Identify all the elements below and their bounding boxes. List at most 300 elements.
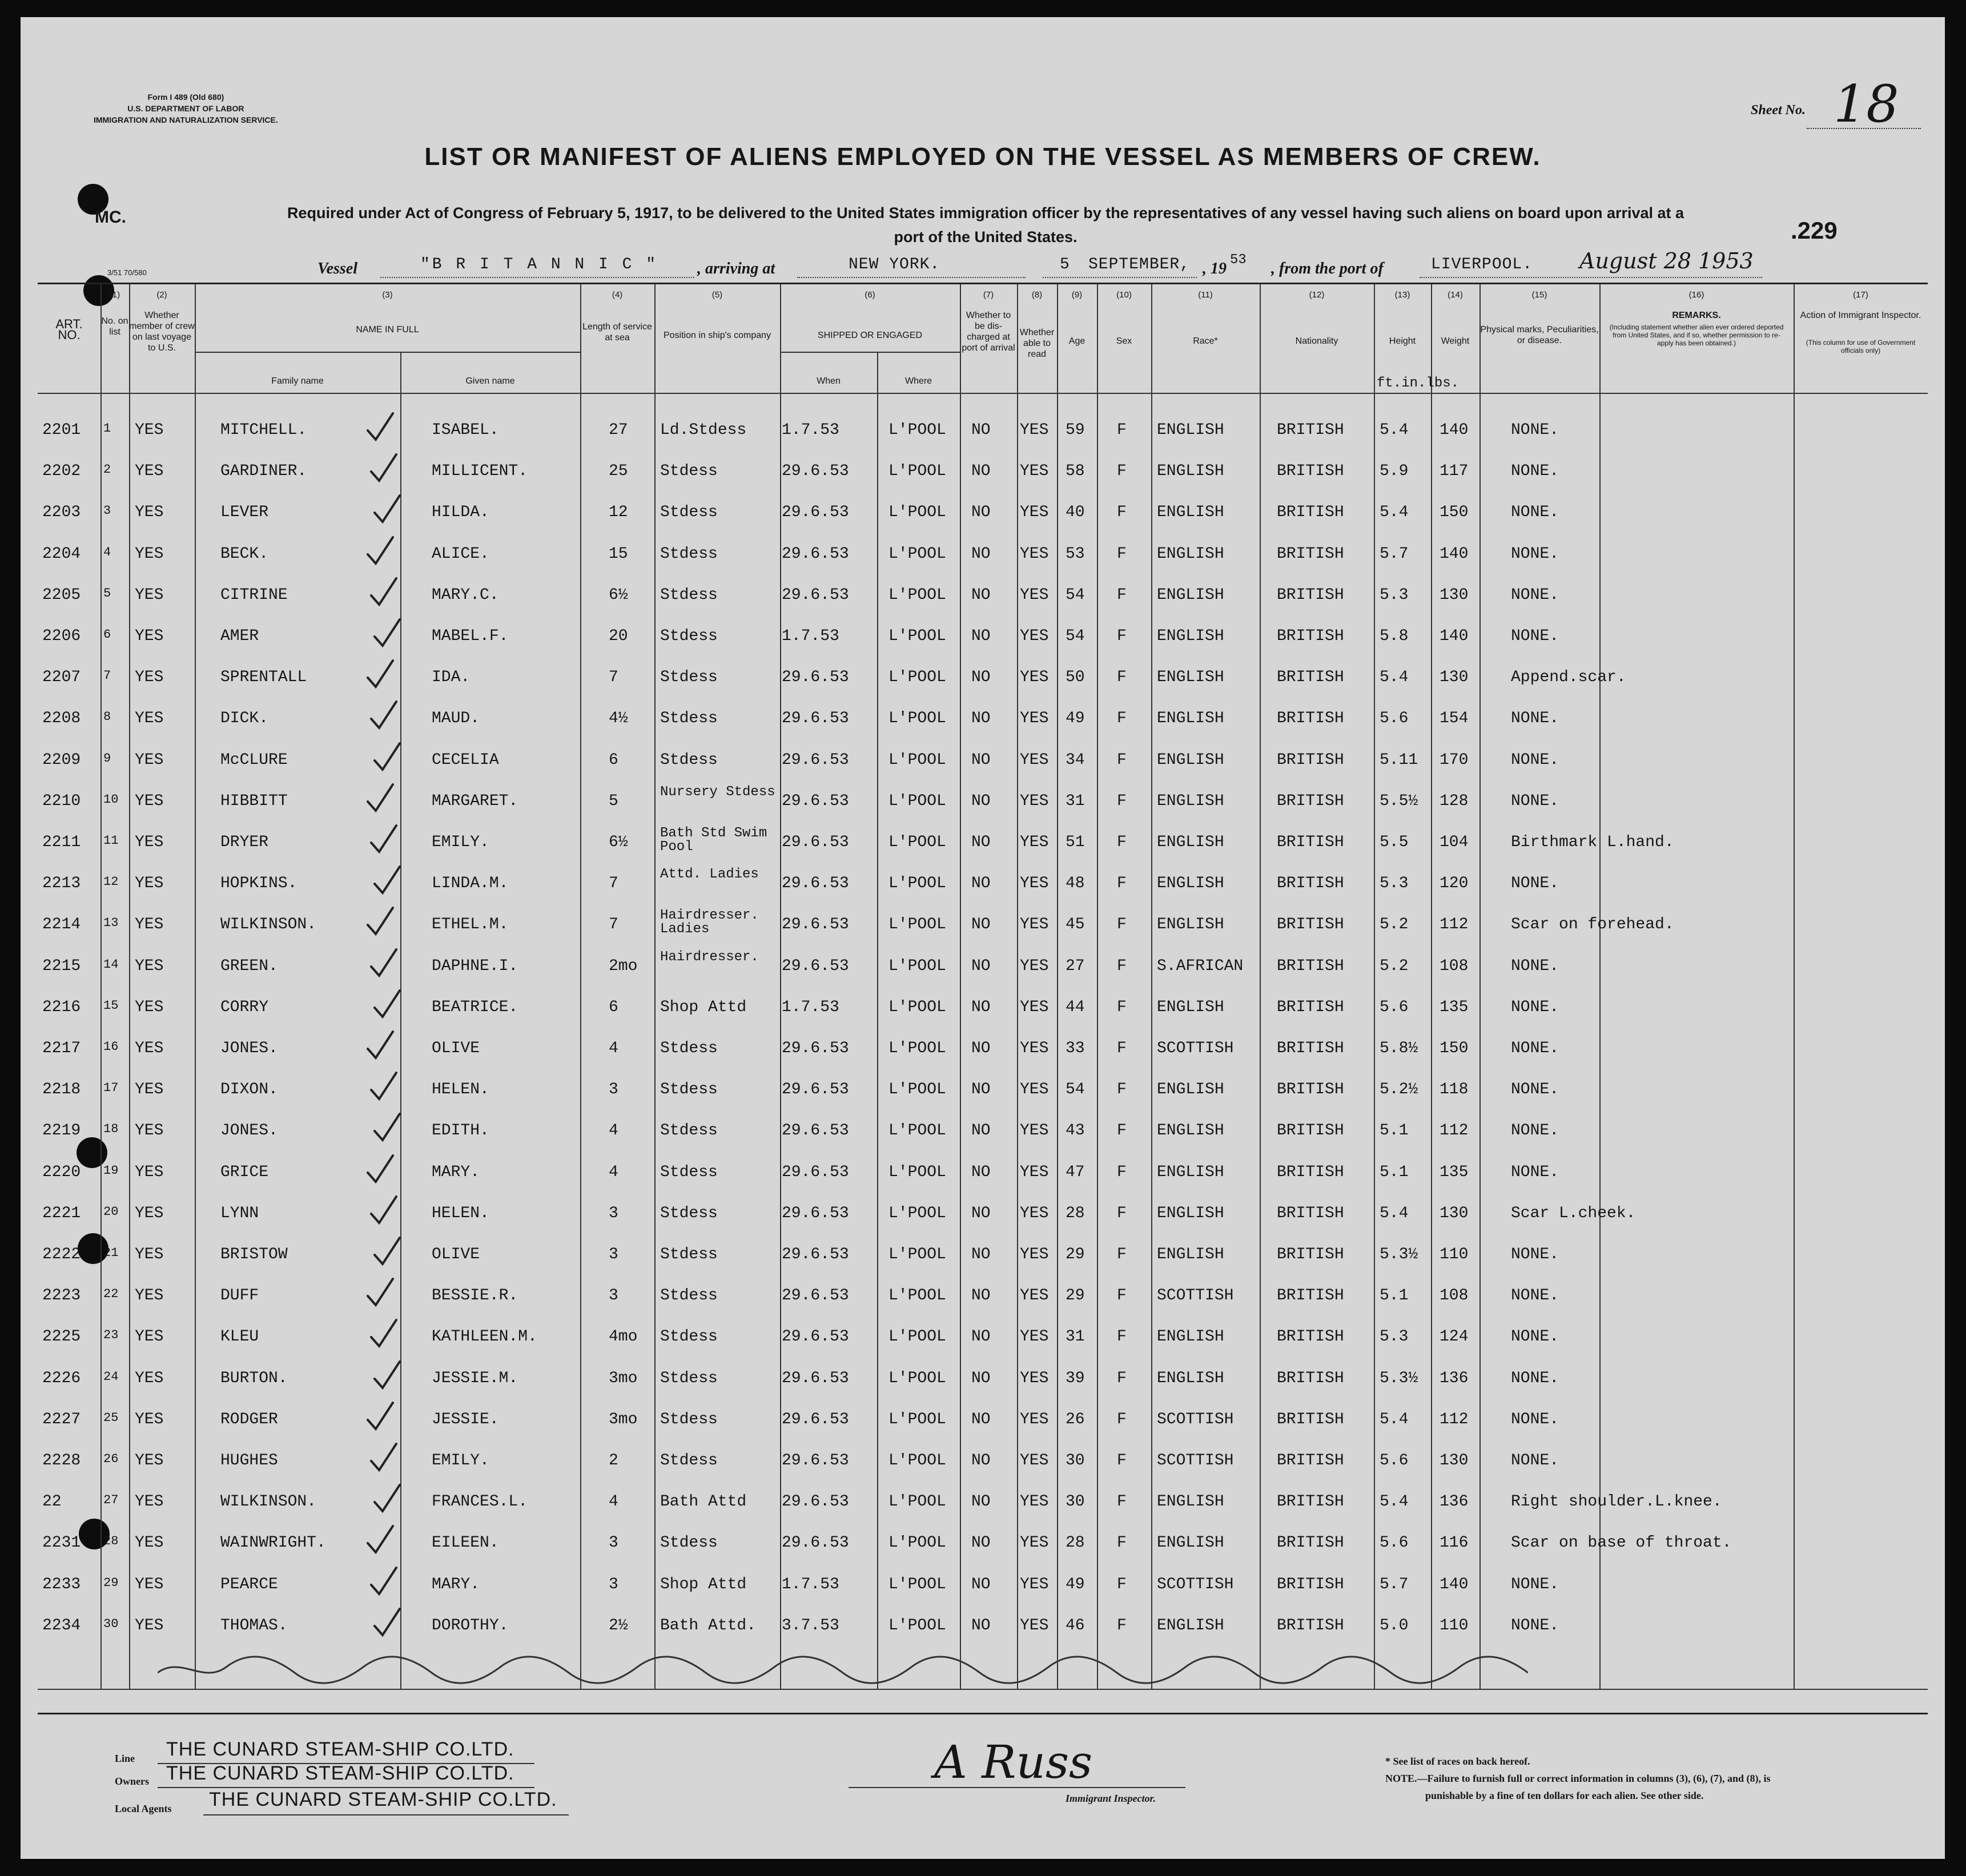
cell-age: 31	[1066, 792, 1085, 810]
hdr-art-no: ART. NO.	[55, 317, 83, 342]
cell-weight: 135	[1440, 998, 1469, 1016]
cell-physical-marks: NONE.	[1511, 421, 1559, 439]
cell-service-length: 6½	[609, 586, 628, 604]
table-row	[38, 669, 1928, 703]
cell-able-to-read: YES	[1020, 1575, 1049, 1593]
table-row	[38, 1287, 1928, 1321]
departure-date: August 28 1953	[1579, 248, 1754, 273]
cell-age: 54	[1066, 627, 1085, 645]
cell-height: 5.9	[1380, 462, 1409, 481]
cell-list-no: 3	[103, 504, 111, 518]
cell-height: 5.6	[1380, 1534, 1409, 1552]
cell-nationality: BRITISH	[1277, 1081, 1344, 1099]
cell-shipped-when: 29.6.53	[782, 1287, 849, 1305]
cell-race: ENGLISH	[1157, 1534, 1224, 1552]
cell-age: 48	[1066, 875, 1085, 893]
arrival-port: NEW YORK.	[849, 256, 940, 273]
cell-shipped-when: 29.6.53	[782, 504, 849, 522]
cell-art-no: 2220	[42, 1163, 81, 1181]
cell-race: ENGLISH	[1157, 504, 1224, 522]
cell-list-no: 14	[103, 957, 119, 972]
cell-given-name: BESSIE.R.	[432, 1287, 518, 1305]
cell-height: 5.8	[1380, 627, 1409, 645]
cell-shipped-where: L'POOL	[888, 1493, 946, 1511]
cell-member: YES	[135, 1534, 164, 1552]
cell-service-length: 4mo	[609, 1328, 638, 1346]
cell-age: 40	[1066, 504, 1085, 522]
cell-nationality: BRITISH	[1277, 1575, 1344, 1593]
cell-sex: F	[1117, 834, 1127, 851]
cell-art-no: 2233	[42, 1575, 81, 1593]
cell-race: ENGLISH	[1157, 834, 1224, 851]
cell-weight: 140	[1440, 545, 1469, 563]
cell-family-name: PEARCE	[220, 1575, 278, 1593]
cell-art-no: 2207	[42, 669, 81, 687]
cell-list-no: 24	[103, 1369, 119, 1384]
table-row	[38, 1040, 1928, 1074]
cell-sex: F	[1117, 916, 1127, 934]
check-mark-icon	[363, 658, 397, 693]
cell-family-name: GREEN.	[220, 957, 278, 975]
hdr-action: Action of Immigrant Inspector.	[1800, 311, 1921, 320]
cell-able-to-read: YES	[1020, 1369, 1049, 1387]
cell-nationality: BRITISH	[1277, 875, 1344, 893]
cell-list-no: 12	[103, 875, 119, 889]
cell-height: 5.2	[1380, 916, 1409, 934]
cell-given-name: MARY.	[432, 1575, 480, 1593]
cell-race: ENGLISH	[1157, 751, 1224, 769]
cell-shipped-when: 29.6.53	[782, 875, 849, 893]
cell-list-no: 15	[103, 998, 119, 1013]
cell-service-length: 3	[609, 1575, 618, 1593]
cell-member: YES	[135, 916, 164, 934]
hdr-shipped-engaged: SHIPPED OR ENGAGED	[817, 331, 923, 340]
table-row	[38, 751, 1928, 786]
check-mark-icon	[367, 947, 401, 981]
cell-shipped-when: 1.7.53	[782, 998, 839, 1016]
cell-discharged: NO	[971, 1246, 991, 1263]
cell-service-length: 3mo	[609, 1369, 638, 1387]
check-mark-icon	[367, 1194, 401, 1229]
departure-port: LIVERPOOL.	[1431, 256, 1533, 273]
cell-shipped-where: L'POOL	[888, 1040, 946, 1057]
cell-art-no: 22	[42, 1493, 62, 1511]
cell-discharged: NO	[971, 710, 991, 728]
cell-shipped-where: L'POOL	[888, 1534, 946, 1552]
cell-service-length: 12	[609, 504, 628, 522]
hdr-discharged: Whether to be dis-charged at port of arrival	[962, 311, 1015, 353]
sheet-no-value: 18	[1834, 74, 1899, 134]
cell-nationality: BRITISH	[1277, 586, 1344, 604]
cell-able-to-read: YES	[1020, 792, 1049, 810]
cell-service-length: 6½	[609, 834, 628, 851]
cell-service-length: 4	[609, 1040, 618, 1057]
cell-height: 5.7	[1380, 1575, 1409, 1593]
cell-art-no: 2215	[42, 957, 81, 975]
cell-discharged: NO	[971, 462, 991, 481]
cell-given-name: EDITH.	[432, 1122, 489, 1140]
cell-able-to-read: YES	[1020, 1287, 1049, 1305]
cell-age: 30	[1066, 1452, 1085, 1470]
cell-sex: F	[1117, 1204, 1127, 1222]
cell-list-no: 11	[103, 834, 119, 848]
cell-height: 5.8½	[1380, 1040, 1418, 1057]
table-row	[38, 949, 1928, 992]
hdr-action-note: (This column for use of Government officials only)	[1806, 339, 1916, 355]
cell-art-no: 2211	[42, 834, 81, 851]
cell-race: ENGLISH	[1157, 1163, 1224, 1181]
race-note: * See list of races on back hereof.	[1385, 1756, 1530, 1767]
arrival-day: 5	[1060, 256, 1072, 273]
cell-given-name: BEATRICE.	[432, 998, 518, 1016]
cell-shipped-when: 29.6.53	[782, 1410, 849, 1428]
cell-age: 29	[1066, 1246, 1085, 1263]
cell-age: 58	[1066, 462, 1085, 481]
cell-race: SCOTTISH	[1157, 1452, 1234, 1470]
cell-member: YES	[135, 462, 164, 481]
table-row	[38, 1246, 1928, 1280]
table-row	[38, 1534, 1928, 1568]
cell-shipped-when: 29.6.53	[782, 1204, 849, 1222]
cell-able-to-read: YES	[1020, 1122, 1049, 1140]
cell-discharged: NO	[971, 545, 991, 563]
cell-member: YES	[135, 1369, 164, 1387]
cell-position: Ld.Stdess	[660, 421, 747, 439]
cell-age: 59	[1066, 421, 1085, 439]
cell-sex: F	[1117, 1493, 1127, 1511]
cell-discharged: NO	[971, 1534, 991, 1552]
cell-member: YES	[135, 957, 164, 975]
hdr-nationality: Nationality	[1295, 336, 1338, 346]
cell-race: SCOTTISH	[1157, 1575, 1234, 1593]
cell-race: S.AFRICAN	[1157, 957, 1244, 975]
cell-position: Nursery Stdess	[660, 784, 775, 800]
cell-race: ENGLISH	[1157, 669, 1224, 687]
cell-shipped-where: L'POOL	[888, 504, 946, 522]
cell-position: Bath Std Swim Pool	[660, 826, 767, 855]
table-row	[38, 545, 1928, 579]
cell-nationality: BRITISH	[1277, 669, 1344, 687]
cell-sex: F	[1117, 462, 1127, 481]
cell-service-length: 5	[609, 792, 618, 810]
cell-shipped-where: L'POOL	[888, 875, 946, 893]
cell-weight: 112	[1440, 916, 1469, 934]
cell-family-name: HIBBITT	[220, 792, 288, 810]
cell-age: 27	[1066, 957, 1085, 975]
cell-sex: F	[1117, 421, 1127, 439]
cell-art-no: 2208	[42, 710, 81, 728]
cell-list-no: 6	[103, 627, 111, 642]
cell-art-no: 2223	[42, 1287, 81, 1305]
cell-able-to-read: YES	[1020, 421, 1049, 439]
cell-art-no: 2225	[42, 1328, 81, 1346]
cell-able-to-read: YES	[1020, 916, 1049, 934]
cell-given-name: HILDA.	[432, 504, 489, 522]
cell-physical-marks: NONE.	[1511, 1040, 1559, 1057]
hdr-sex: Sex	[1116, 336, 1132, 346]
cell-race: ENGLISH	[1157, 421, 1224, 439]
cell-height: 5.11	[1380, 751, 1418, 769]
cell-position: Bath Attd.	[660, 1616, 757, 1635]
form-code: 3/51 70/580	[107, 268, 147, 277]
cell-physical-marks: NONE.	[1511, 627, 1559, 645]
cell-shipped-when: 1.7.53	[782, 421, 839, 439]
cell-service-length: 7	[609, 916, 618, 934]
table-row	[38, 826, 1928, 868]
cell-physical-marks: Scar on base of throat.	[1511, 1534, 1732, 1552]
cell-art-no: 2210	[42, 792, 81, 810]
cell-given-name: IDA.	[432, 669, 471, 687]
cell-physical-marks: NONE.	[1511, 998, 1559, 1016]
cell-position: Shop Attd	[660, 1575, 747, 1593]
cell-discharged: NO	[971, 1328, 991, 1346]
cell-sex: F	[1117, 669, 1127, 687]
cell-height: 5.6	[1380, 1452, 1409, 1470]
cell-height: 5.4	[1380, 1410, 1409, 1428]
cell-shipped-where: L'POOL	[888, 669, 946, 687]
cell-height: 5.2½	[1380, 1081, 1418, 1099]
cell-given-name: KATHLEEN.M.	[432, 1328, 537, 1346]
table-row	[38, 1411, 1928, 1445]
cell-age: 43	[1066, 1122, 1085, 1140]
cell-shipped-where: L'POOL	[888, 1616, 946, 1635]
cell-list-no: 4	[103, 545, 111, 559]
table-row	[38, 421, 1928, 456]
cell-physical-marks: NONE.	[1511, 710, 1559, 728]
cell-family-name: THOMAS.	[220, 1616, 288, 1635]
cell-race: SCOTTISH	[1157, 1410, 1234, 1428]
hdr-remarks-note: (Including statement whether alien ever ordered deported from United States, and if so, whether permission to re-apply has been obtained.)	[1609, 323, 1784, 347]
hdr-physical-marks: Physical marks, Peculiarities, or disease.	[1480, 325, 1599, 345]
cell-sex: F	[1117, 545, 1127, 563]
cell-sex: F	[1117, 1163, 1127, 1181]
cell-family-name: DRYER	[220, 834, 269, 851]
cell-family-name: HOPKINS.	[220, 875, 297, 893]
cell-physical-marks: NONE.	[1511, 1575, 1559, 1593]
cell-race: ENGLISH	[1157, 545, 1224, 563]
cell-race: ENGLISH	[1157, 462, 1224, 481]
date-underline	[1043, 277, 1197, 278]
cell-member: YES	[135, 1410, 164, 1428]
cell-art-no: 2206	[42, 627, 81, 645]
page-title: LIST OR MANIFEST OF ALIENS EMPLOYED ON THE VESSEL AS MEMBERS OF CREW.	[424, 143, 1541, 171]
cell-position: Stdess	[660, 586, 718, 604]
cell-member: YES	[135, 1616, 164, 1635]
cell-physical-marks: NONE.	[1511, 1122, 1559, 1140]
check-mark-icon	[363, 1400, 397, 1435]
cell-member: YES	[135, 875, 164, 893]
cell-nationality: BRITISH	[1277, 1287, 1344, 1305]
cell-family-name: SPRENTALL	[220, 669, 307, 687]
cell-weight: 150	[1440, 504, 1469, 522]
cell-family-name: BECK.	[220, 545, 269, 563]
cell-sex: F	[1117, 1410, 1127, 1428]
penalty-note-2: punishable by a fine of ten dollars for each alien. See other side.	[1425, 1790, 1704, 1801]
cell-list-no: 7	[103, 669, 111, 683]
cell-weight: 112	[1440, 1122, 1469, 1140]
cell-given-name: ISABEL.	[432, 421, 499, 439]
cell-nationality: BRITISH	[1277, 710, 1344, 728]
cell-discharged: NO	[971, 627, 991, 645]
cell-physical-marks: Scar L.cheek.	[1511, 1204, 1636, 1222]
hdr-race: Race*	[1193, 336, 1218, 346]
cell-nationality: BRITISH	[1277, 1204, 1344, 1222]
cell-member: YES	[135, 545, 164, 563]
cell-service-length: 2½	[609, 1616, 628, 1635]
table-row	[38, 1081, 1928, 1115]
cell-nationality: BRITISH	[1277, 1616, 1344, 1635]
table-row	[38, 586, 1928, 621]
cell-age: 34	[1066, 751, 1085, 769]
cell-race: ENGLISH	[1157, 916, 1224, 934]
cell-member: YES	[135, 421, 164, 439]
cell-weight: 170	[1440, 751, 1469, 769]
cell-age: 33	[1066, 1040, 1085, 1057]
cell-art-no: 2205	[42, 586, 81, 604]
penalty-note: NOTE.—Failure to furnish full or correct information in columns (3), (6), (7), and (8), is	[1385, 1773, 1771, 1784]
cell-sex: F	[1117, 504, 1127, 522]
cell-weight: 117	[1440, 462, 1469, 481]
cell-shipped-when: 29.6.53	[782, 792, 849, 810]
cell-service-length: 3	[609, 1204, 618, 1222]
hdr-name-in-full: NAME IN FULL	[356, 325, 419, 335]
cell-race: ENGLISH	[1157, 627, 1224, 645]
cell-race: ENGLISH	[1157, 1493, 1224, 1511]
arriving-label: , arriving at	[697, 260, 775, 277]
cell-family-name: DICK.	[220, 710, 269, 728]
cell-shipped-where: L'POOL	[888, 545, 946, 563]
cell-position: Hairdresser. Ladies	[660, 908, 759, 937]
check-mark-icon	[370, 1483, 404, 1517]
cell-physical-marks: NONE.	[1511, 875, 1559, 893]
table-row	[38, 1452, 1928, 1486]
cell-sex: F	[1117, 1122, 1127, 1140]
cell-physical-marks: Scar on forehead.	[1511, 916, 1674, 934]
cell-sex: F	[1117, 1246, 1127, 1263]
cell-shipped-when: 1.7.53	[782, 627, 839, 645]
cell-able-to-read: YES	[1020, 1246, 1049, 1263]
cell-shipped-where: L'POOL	[888, 957, 946, 975]
cell-service-length: 4	[609, 1493, 618, 1511]
footer-divider	[38, 1713, 1928, 1714]
cell-age: 47	[1066, 1163, 1085, 1181]
department: U.S. DEPARTMENT OF LABOR	[127, 104, 244, 113]
cell-nationality: BRITISH	[1277, 1493, 1344, 1511]
cell-service-length: 3	[609, 1287, 618, 1305]
cell-shipped-where: L'POOL	[888, 998, 946, 1016]
cell-able-to-read: YES	[1020, 1163, 1049, 1181]
cell-position: Stdess	[660, 1287, 718, 1305]
check-mark-icon	[370, 493, 404, 528]
cell-discharged: NO	[971, 792, 991, 810]
cell-physical-marks: NONE.	[1511, 1369, 1559, 1387]
cell-given-name: EILEEN.	[432, 1534, 499, 1552]
table-row	[38, 867, 1928, 909]
check-mark-icon	[363, 535, 397, 569]
cell-service-length: 3	[609, 1534, 618, 1552]
cell-member: YES	[135, 1122, 164, 1140]
agents-value: THE CUNARD STEAM-SHIP CO.LTD.	[209, 1789, 557, 1810]
cell-shipped-when: 29.6.53	[782, 1328, 849, 1346]
cell-height: 5.4	[1380, 1493, 1409, 1511]
cell-able-to-read: YES	[1020, 1204, 1049, 1222]
cell-art-no: 2231	[42, 1534, 81, 1552]
check-mark-icon	[363, 1153, 397, 1187]
cell-discharged: NO	[971, 1040, 991, 1057]
line-label: Line	[115, 1753, 135, 1764]
cell-family-name: CORRY	[220, 998, 269, 1016]
cell-discharged: NO	[971, 1452, 991, 1470]
table-row	[38, 908, 1928, 950]
cell-shipped-when: 1.7.53	[782, 1575, 839, 1593]
cell-position: Stdess	[660, 1163, 718, 1181]
check-mark-icon	[363, 782, 397, 816]
cell-art-no: 2202	[42, 462, 81, 481]
cell-member: YES	[135, 834, 164, 851]
cell-art-no: 2218	[42, 1081, 81, 1099]
cell-position: Attd. Ladies	[660, 867, 759, 883]
cell-weight: 130	[1440, 669, 1469, 687]
cell-list-no: 10	[103, 792, 119, 807]
check-mark-icon	[367, 1318, 401, 1352]
form-number: Form I 489 (Old 680)	[147, 92, 224, 102]
cell-position: Stdess	[660, 1369, 718, 1387]
hdr-when: When	[817, 376, 841, 386]
cell-family-name: MITCHELL.	[220, 421, 307, 439]
cell-member: YES	[135, 1287, 164, 1305]
table-row	[38, 710, 1928, 744]
cell-physical-marks: Append.scar.	[1511, 669, 1626, 687]
cell-family-name: WAINWRIGHT.	[220, 1534, 326, 1552]
check-mark-icon	[370, 1359, 404, 1394]
cell-sex: F	[1117, 1575, 1127, 1593]
cell-position: Stdess	[660, 1040, 718, 1057]
cell-list-no: 8	[103, 710, 111, 724]
cell-art-no: 2214	[42, 916, 81, 934]
cell-weight: 104	[1440, 834, 1469, 851]
cell-member: YES	[135, 586, 164, 604]
cell-discharged: NO	[971, 1122, 991, 1140]
cell-list-no: 17	[103, 1081, 119, 1096]
cell-physical-marks: NONE.	[1511, 751, 1559, 769]
table-row	[38, 1493, 1928, 1527]
check-mark-icon	[367, 1070, 401, 1105]
check-mark-icon	[370, 741, 404, 775]
cell-position: Stdess	[660, 669, 718, 687]
cell-discharged: NO	[971, 916, 991, 934]
table-row	[38, 1164, 1928, 1198]
cell-race: ENGLISH	[1157, 875, 1224, 893]
cell-weight: 108	[1440, 957, 1469, 975]
cell-physical-marks: NONE.	[1511, 586, 1559, 604]
cell-physical-marks: NONE.	[1511, 462, 1559, 481]
cell-shipped-where: L'POOL	[888, 710, 946, 728]
cell-member: YES	[135, 504, 164, 522]
table-row	[38, 1370, 1928, 1404]
line-value: THE CUNARD STEAM-SHIP CO.LTD.	[166, 1738, 514, 1760]
cell-family-name: LEVER	[220, 504, 269, 522]
check-mark-icon	[367, 1442, 401, 1476]
cell-list-no: 9	[103, 751, 111, 766]
cell-list-no: 1	[103, 421, 111, 436]
cell-nationality: BRITISH	[1277, 1328, 1344, 1346]
cell-shipped-where: L'POOL	[888, 1369, 946, 1387]
cell-race: ENGLISH	[1157, 998, 1224, 1016]
cell-able-to-read: YES	[1020, 875, 1049, 893]
cell-able-to-read: YES	[1020, 1040, 1049, 1057]
cell-able-to-read: YES	[1020, 545, 1049, 563]
table-row	[38, 999, 1928, 1033]
